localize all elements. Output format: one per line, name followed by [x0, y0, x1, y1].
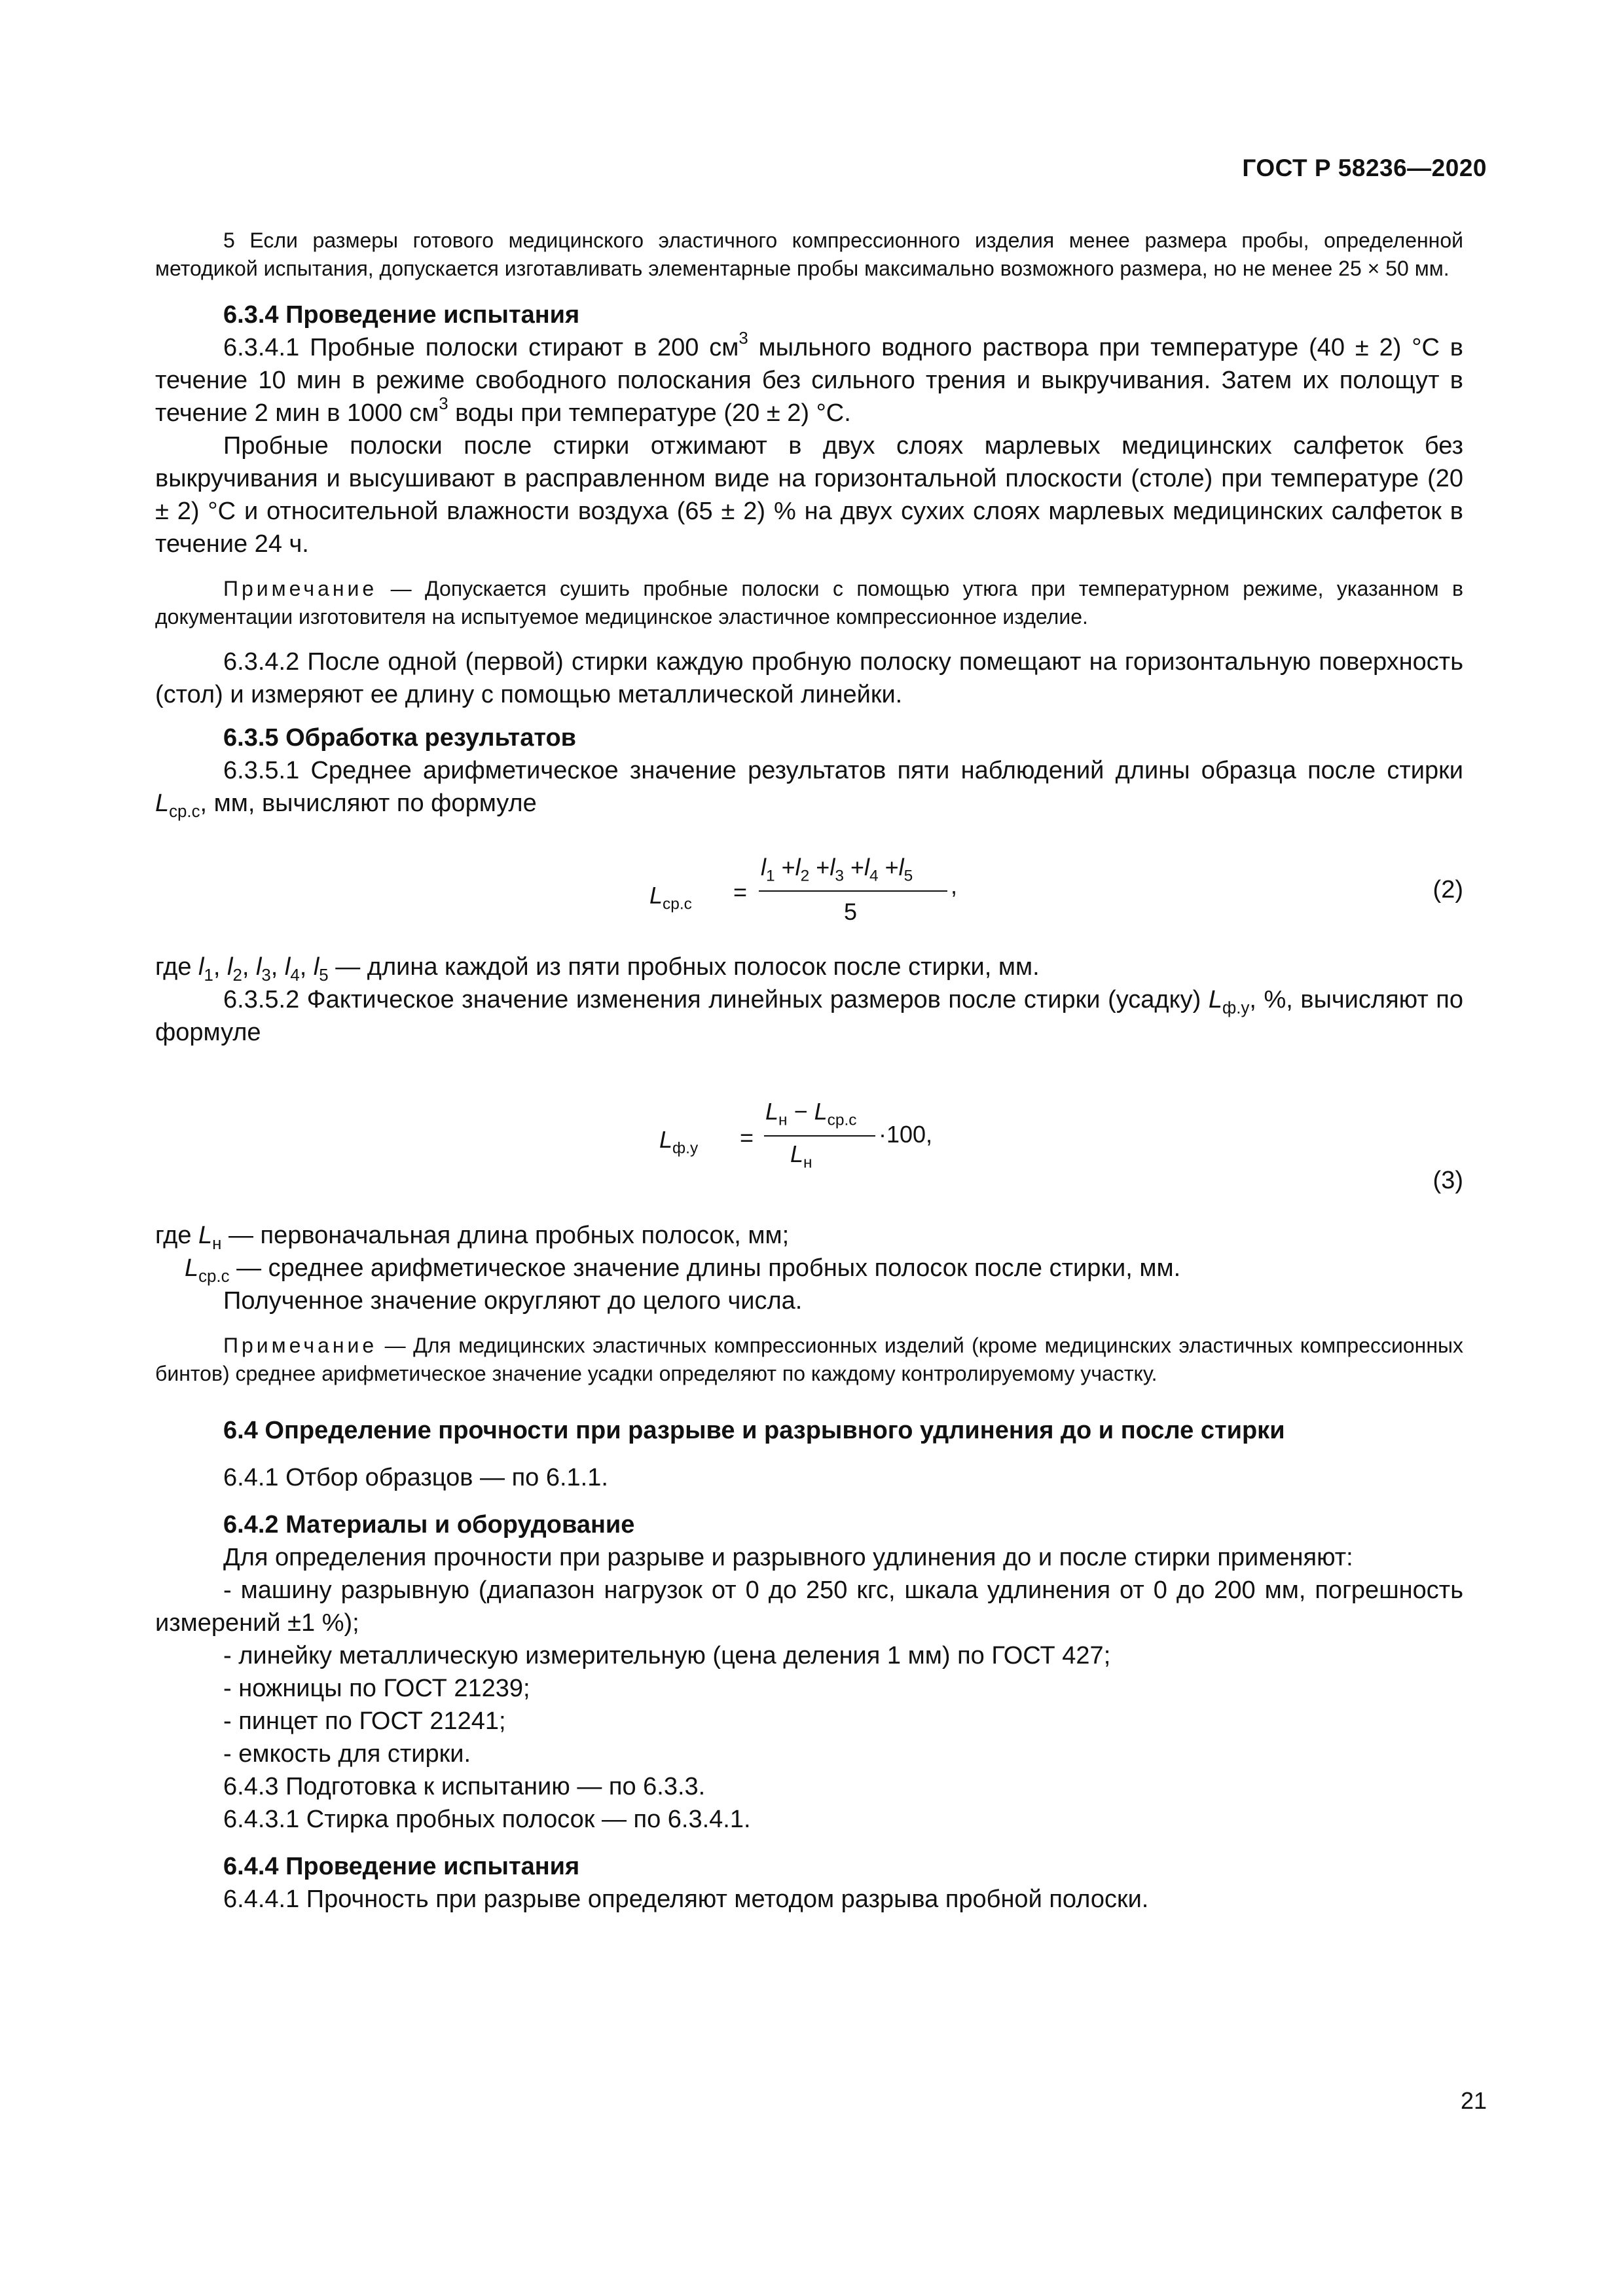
para-rounding: Полученное значение округляют до целого числа.: [223, 1287, 803, 1315]
formula-3-where-b: $L_{ср.с}$ — среднее арифметическое значение длины пробных полосок после стирки, мм.: [185, 1254, 1181, 1286]
list-item: - пинцет по ГОСТ 21241;: [223, 1707, 506, 1735]
formula-2: [155, 820, 1463, 951]
para-6-3-4-1: 6.3.4.1 Пробные полоски стирают в 200 $см^3$ мыльного водного раствора при температуре (40 ± 2) °С в течение 10 мин в режиме свободного полоскания без сильного трения и выкручивания. Затем их полощут в течение 2 мин в 1000 $см^3$ воды при температуре (20 ± 2) °С.: [155, 329, 1463, 427]
heading-6-3-5: 6.3.5 Обработка результатов: [223, 724, 577, 752]
note-2: Примечание — Для медицинских эластичных компрессионных изделий (кроме медицинских эластичных компрессионных бинтов) среднее арифметическое значение усадки определяют по каждому контролируемому участку.: [155, 1334, 1463, 1385]
list-item: - ножницы по ГОСТ 21239;: [223, 1675, 530, 1702]
list-item: - машину разрывную (диапазон нагрузок от 0 до 250 кгс, шкала удлинения от 0 до 200 мм, погрешность измерений ±1 %);: [155, 1576, 1463, 1637]
formula-2-eq: =: [733, 879, 748, 905]
heading-6-4: 6.4 Определение прочности при разрыве и разрывного удлинения до и после стирки: [223, 1417, 1285, 1444]
formula-2-lhs: $L_{ср.с}$: [649, 882, 692, 913]
equipment-list: [155, 1574, 1463, 1770]
formula-2-numerator: $l_1 +l_2 +l_3 +l_4 +l_5$: [761, 854, 913, 885]
page-content: [155, 223, 1463, 1916]
para-6-4-1: 6.4.1 Отбор образцов — по 6.1.1.: [223, 1464, 608, 1491]
heading-6-3-4: 6.3.4 Проведение испытания: [223, 301, 580, 329]
list-item: - линейку металлическую измерительную (цена деления 1 мм) по ГОСТ 427;: [223, 1642, 1111, 1669]
formula-3-denominator: $L_н$: [790, 1140, 812, 1172]
document-header: ГОСТ Р 58236—2020: [1242, 155, 1487, 181]
para-6-4-2-intro: Для определения прочности при разрыве и разрывного удлинения до и после стирки применяют:: [223, 1544, 1353, 1571]
formula-2-where: где $l_1$, $l_2$, $l_3$, $l_4$, $l_5$ — длина каждой из пяти пробных полосок после стирки, мм.: [155, 953, 1040, 985]
para-drying: Пробные полоски после стирки отжимают в двух слоях марлевых медицинских салфеток без выкручивания и высушивают в расправленном виде на горизонтальной плоскости (столе) при температуре (20 ± 2) °С и относительной влажности воздуха (65 ± 2) % на двух сухих слоях марлевых медицинских салфеток в течение 24 ч.: [155, 432, 1463, 558]
para-6-4-3: 6.4.3 Подготовка к испытанию — по 6.3.3.: [223, 1773, 706, 1800]
formula-2-denominator: 5: [844, 898, 858, 925]
formula-3-eq: =: [740, 1124, 754, 1151]
formula-3-lhs: $L_{ф.у}$: [659, 1126, 699, 1157]
formula-3-where-a: где $L_н$ — первоначальная длина пробных полосок, мм;: [155, 1222, 790, 1254]
formula-3-tail: ·100,: [879, 1121, 933, 1148]
para-6-3-5-1: 6.3.5.1 Среднее арифметическое значение результатов пяти наблюдений длины образца после стирки $L_{ср.с}$, мм, вычисляют по формуле: [155, 757, 1463, 822]
para-6-4-3-1: 6.4.3.1 Стирка пробных полосок — по 6.3.4.1.: [223, 1806, 751, 1833]
formula-2-fraction-bar: [759, 890, 947, 892]
para-6-4-4-1: 6.4.4.1 Прочность при разрыве определяют методом разрыва пробной полоски.: [223, 1886, 1149, 1913]
formula-2-number: (2): [1432, 876, 1463, 903]
note-1: Примечание — Допускается сушить пробные полоски с помощью утюга при температурном режиме, указанном в документации изготовителя на испытуемое медицинское эластичное компрессионное изделие.: [155, 577, 1463, 629]
para-6-3-4-2: 6.3.4.2 После одной (первой) стирки каждую пробную полоску помещают на горизонтальную поверхность (стол) и измеряют ее длину с помощью металлической линейки.: [155, 648, 1463, 708]
page-number: 21: [1460, 2087, 1487, 2114]
note-5: 5 Если размеры готового медицинского эластичного компрессионного изделия менее размера пробы, определенной методикой испытания, допускается изготавливать элементарные пробы максимально возможного размера, но не менее 25 × 50 мм.: [155, 228, 1463, 280]
list-item: - емкость для стирки.: [223, 1740, 471, 1768]
heading-6-4-2: 6.4.2 Материалы и оборудование: [223, 1511, 635, 1539]
para-6-3-5-2: 6.3.5.2 Фактическое значение изменения линейных размеров после стирки (усадку) $L_{ф.у}$, %, вычисляют по формуле: [155, 986, 1463, 1046]
formula-3: [155, 1049, 1463, 1219]
heading-6-4-4: 6.4.4 Проведение испытания: [223, 1853, 580, 1880]
formula-3-number: (3): [1432, 1167, 1463, 1194]
formula-3-numerator: $L_н - L_{ср.с}$: [765, 1098, 857, 1129]
formula-3-fraction-bar: [764, 1135, 875, 1137]
formula-2-comma: ,: [951, 872, 958, 899]
